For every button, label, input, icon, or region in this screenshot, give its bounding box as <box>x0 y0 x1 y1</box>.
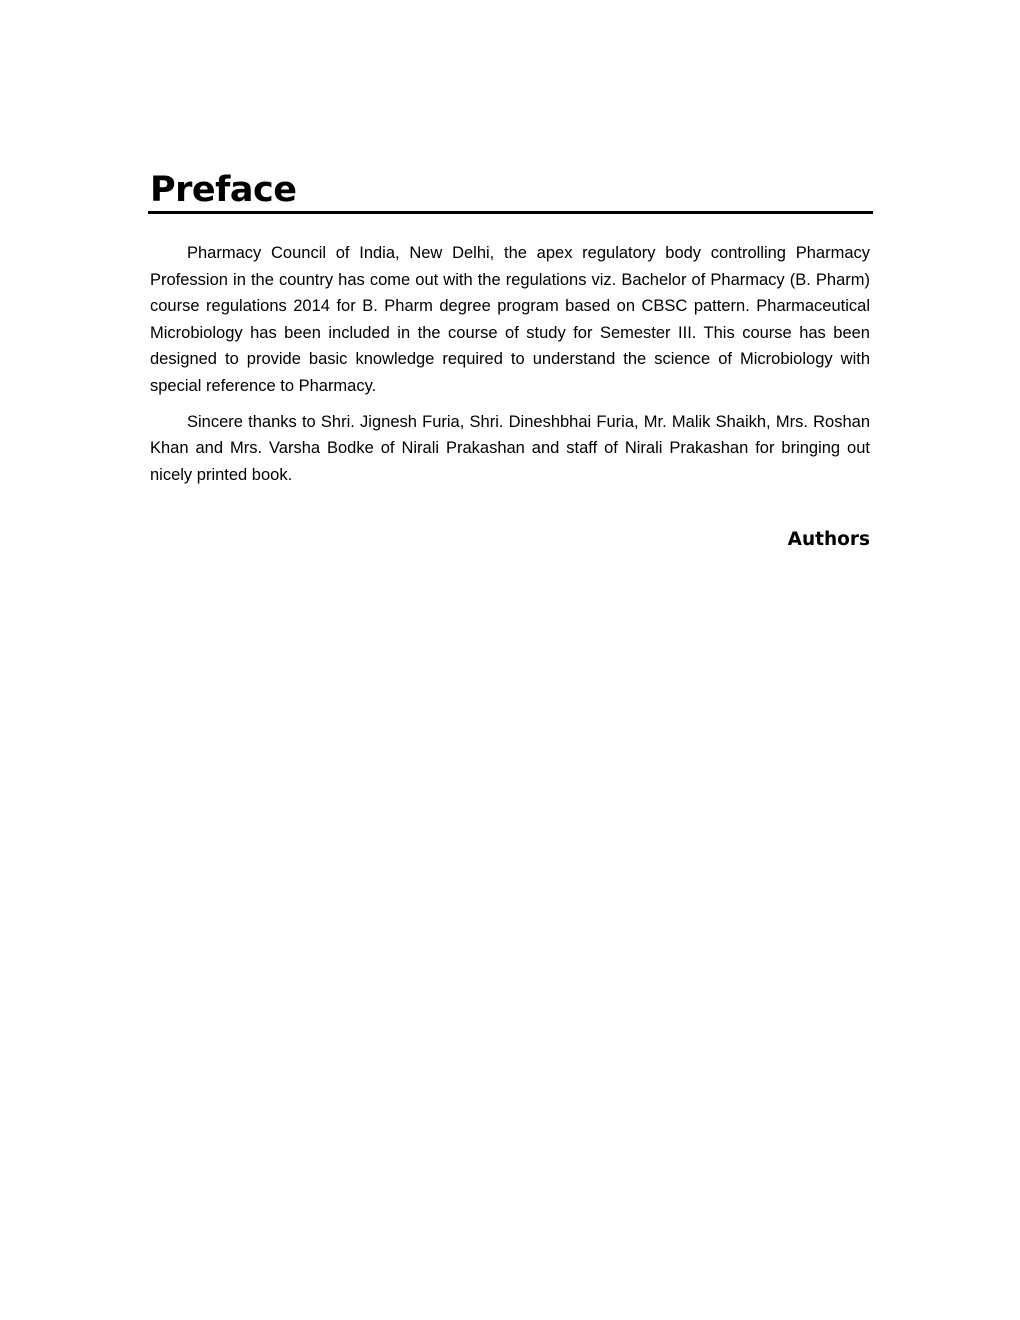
page-title: Preface <box>150 170 297 210</box>
signature: Authors <box>787 529 870 550</box>
preface-body <box>150 240 870 497</box>
paragraph-intro: Pharmacy Council of India, New Delhi, the apex regulatory body controlling Pharmacy Profession in the country has come out with the regulations viz. Bachelor of Pharmacy (B. Pharm) course regulations 2014 for B. Pharm degree program based on CBSC pattern. Pharmaceutical Microbiology has been included in the course of study for Semester III. This course has been designed to provide basic knowledge required to understand the science of Microbiology with special reference to Pharmacy. <box>150 244 870 395</box>
paragraph-acknowledgements: Sincere thanks to Shri. Jignesh Furia, Shri. Dineshbhai Furia, Mr. Malik Shaikh, Mrs. Roshan Khan and Mrs. Varsha Bodke of Nirali Prakashan and staff of Nirali Prakashan for bringing out nicely printed book. <box>150 412 870 484</box>
title-underline <box>148 211 873 214</box>
